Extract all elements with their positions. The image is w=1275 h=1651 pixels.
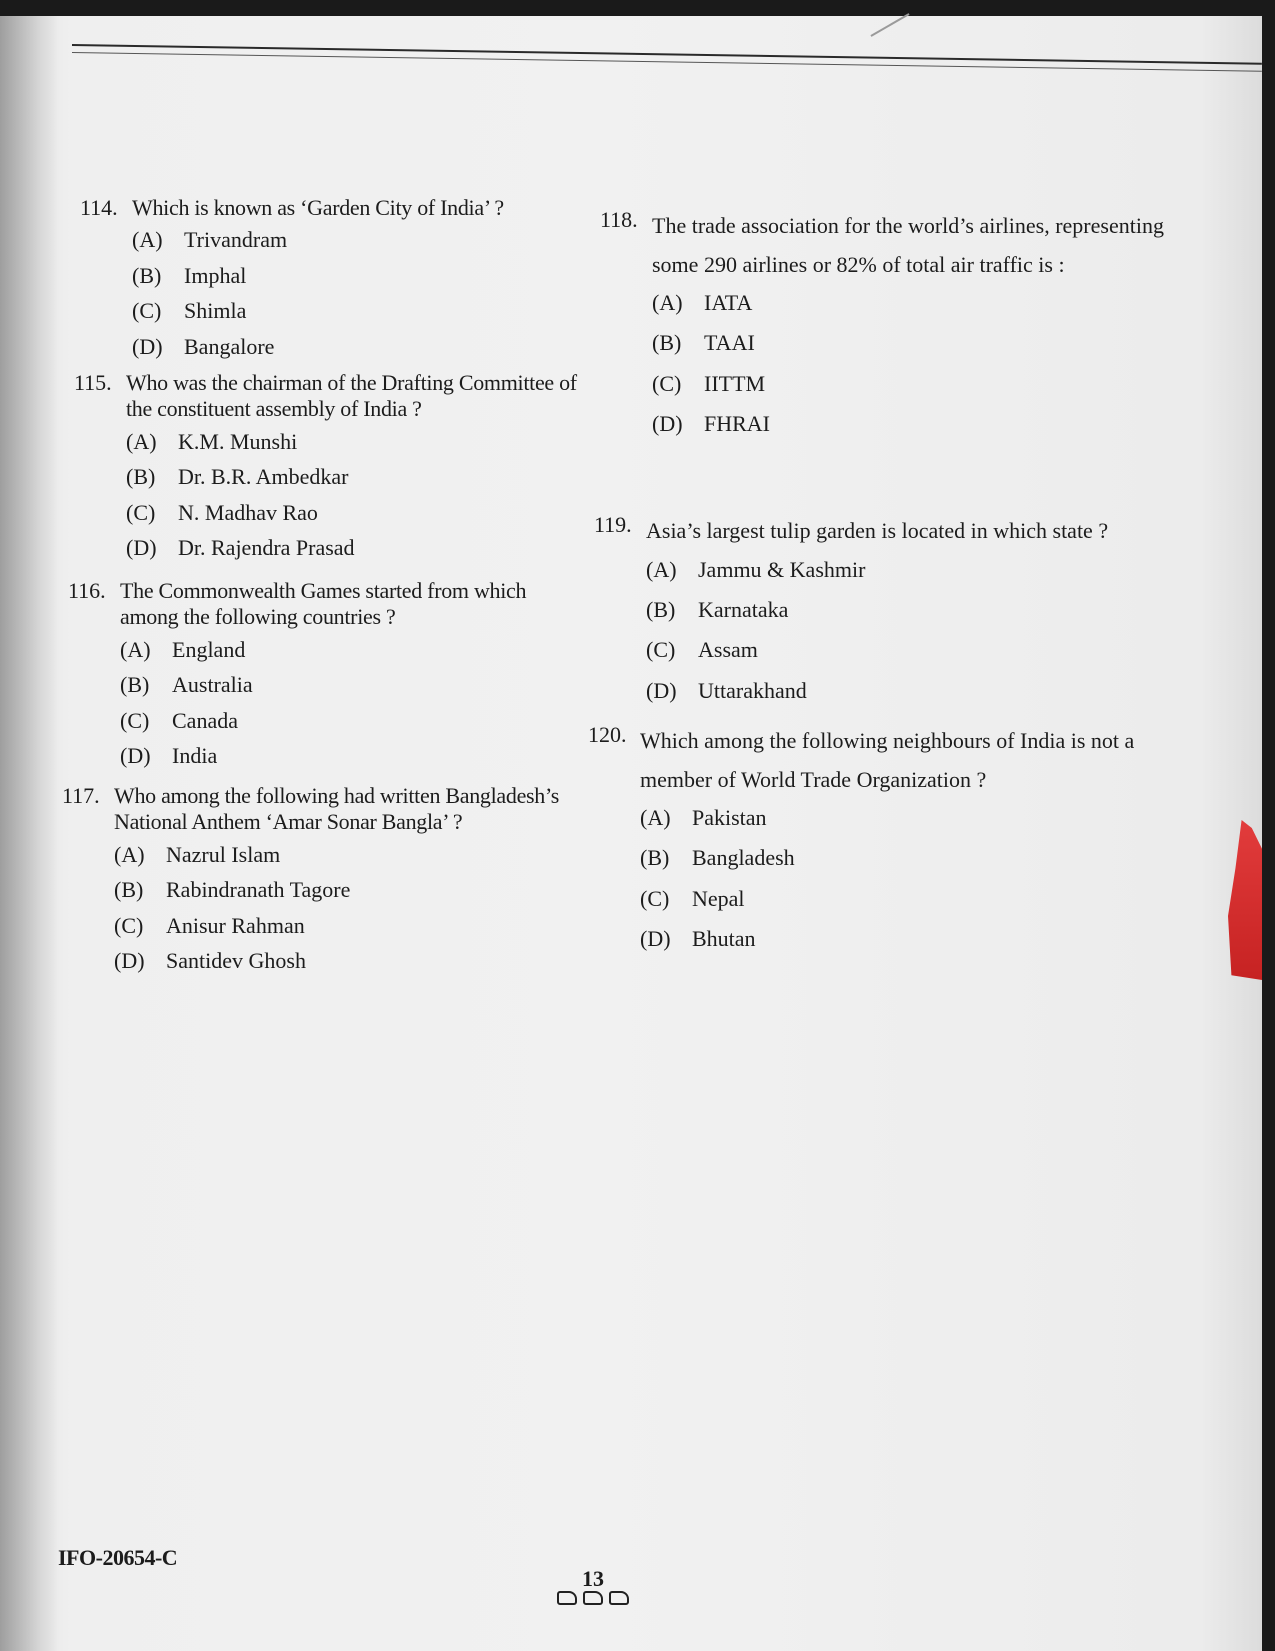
option-text: Bangladesh bbox=[692, 845, 795, 871]
option-text: Rabindranath Tagore bbox=[166, 877, 351, 903]
option-key: (C) bbox=[132, 298, 162, 324]
ornament-glyph bbox=[557, 1591, 577, 1605]
option-key: (C) bbox=[646, 637, 676, 663]
option-text: Pakistan bbox=[692, 805, 767, 830]
option-text: N. Madhav Rao bbox=[178, 499, 318, 525]
option-text: Santidev Ghosh bbox=[166, 947, 306, 973]
page-binding-shadow bbox=[0, 16, 58, 1651]
option-text: England bbox=[172, 636, 246, 662]
question-number: 117. bbox=[62, 783, 100, 808]
option-text: K.M. Munshi bbox=[178, 428, 298, 454]
question-text: Which among the following neighbours of India is not a member of World Trade Organization ? bbox=[640, 728, 1135, 792]
option-c bbox=[640, 886, 1168, 912]
option-key: (D) bbox=[114, 947, 145, 973]
option-key: (B) bbox=[646, 596, 676, 622]
option-b bbox=[120, 672, 588, 698]
question-116 bbox=[68, 578, 588, 778]
option-text: Nazrul Islam bbox=[166, 841, 281, 867]
option-text: IATA bbox=[704, 290, 753, 315]
question-119 bbox=[594, 512, 1169, 718]
option-text: FHRAI bbox=[704, 411, 771, 437]
option-key: (D) bbox=[640, 926, 671, 952]
option-d bbox=[646, 678, 1169, 704]
option-d bbox=[120, 743, 588, 769]
option-key: (A) bbox=[646, 556, 677, 582]
booklet-code: IFO-20654-C bbox=[58, 1545, 178, 1570]
option-key: (D) bbox=[132, 333, 163, 359]
ornament-glyph bbox=[609, 1591, 629, 1605]
option-key: (A) bbox=[132, 227, 163, 253]
option-c bbox=[126, 500, 584, 526]
option-b bbox=[646, 597, 1169, 623]
option-key: (B) bbox=[640, 845, 670, 871]
option-key: (C) bbox=[126, 499, 156, 525]
option-key: (C) bbox=[640, 885, 670, 911]
option-b bbox=[640, 845, 1168, 871]
option-a bbox=[646, 557, 1169, 583]
option-a bbox=[132, 227, 580, 253]
option-b bbox=[126, 464, 584, 490]
question-text: The Commonwealth Games started from which among the following countries ? bbox=[120, 578, 527, 630]
option-key: (B) bbox=[120, 672, 150, 698]
option-text: Anisur Rahman bbox=[166, 912, 305, 938]
option-key: (A) bbox=[114, 841, 145, 867]
question-115 bbox=[74, 370, 584, 570]
option-c bbox=[652, 371, 1170, 397]
option-b bbox=[132, 263, 580, 289]
option-key: (B) bbox=[114, 877, 144, 903]
option-text: Shimla bbox=[184, 298, 247, 324]
option-a bbox=[120, 637, 588, 663]
question-text: Which is known as ‘Garden City of India’ ? bbox=[132, 195, 504, 220]
option-text: TAAI bbox=[704, 330, 755, 356]
option-d bbox=[126, 535, 584, 561]
option-text: Australia bbox=[172, 672, 253, 698]
option-a bbox=[652, 290, 1170, 316]
option-a bbox=[640, 805, 1168, 831]
option-b bbox=[652, 330, 1170, 356]
option-text: Dr. Rajendra Prasad bbox=[178, 534, 355, 560]
option-c bbox=[646, 637, 1169, 663]
option-key: (C) bbox=[120, 707, 150, 733]
question-text: The trade association for the world’s airlines, representing some 290 airlines or 82% of total air traffic is : bbox=[652, 213, 1164, 277]
option-a bbox=[126, 429, 584, 455]
option-key: (B) bbox=[132, 262, 162, 288]
question-number: 115. bbox=[74, 370, 112, 395]
page-ornament bbox=[557, 1591, 629, 1609]
question-text: Asia’s largest tulip garden is located in which state ? bbox=[646, 518, 1109, 543]
option-key: (A) bbox=[640, 805, 671, 830]
question-number: 119. bbox=[594, 512, 632, 537]
option-key: (D) bbox=[120, 742, 151, 768]
option-text: Imphal bbox=[184, 262, 247, 288]
option-b bbox=[114, 877, 587, 903]
question-118 bbox=[600, 207, 1170, 452]
option-key: (A) bbox=[126, 428, 157, 454]
option-key: (A) bbox=[652, 290, 683, 315]
option-d bbox=[114, 948, 587, 974]
option-c bbox=[120, 708, 588, 734]
question-number: 118. bbox=[600, 207, 638, 232]
option-text: Nepal bbox=[692, 885, 745, 911]
option-a bbox=[114, 842, 587, 868]
option-key: (B) bbox=[652, 330, 682, 356]
question-number: 114. bbox=[80, 195, 118, 220]
option-text: Assam bbox=[698, 637, 758, 663]
option-d bbox=[652, 411, 1170, 437]
option-key: (C) bbox=[652, 370, 682, 396]
option-text: Trivandram bbox=[184, 227, 288, 253]
question-text: Who among the following had written Bangladesh’s National Anthem ‘Amar Sonar Bangla’ ? bbox=[114, 783, 560, 835]
option-d bbox=[132, 334, 580, 360]
question-text: Who was the chairman of the Drafting Committee of the constituent assembly of India ? bbox=[126, 370, 577, 422]
option-text: Canada bbox=[172, 707, 238, 733]
option-text: Uttarakhand bbox=[698, 677, 807, 703]
question-number: 116. bbox=[68, 578, 106, 603]
option-key: (B) bbox=[126, 464, 156, 490]
option-key: (D) bbox=[652, 411, 683, 437]
option-text: India bbox=[172, 742, 218, 768]
option-c bbox=[132, 298, 580, 324]
option-key: (D) bbox=[646, 677, 677, 703]
question-120 bbox=[588, 722, 1168, 967]
option-c bbox=[114, 913, 587, 939]
option-text: Bhutan bbox=[692, 926, 756, 952]
option-text: Dr. B.R. Ambedkar bbox=[178, 464, 349, 490]
question-114 bbox=[80, 195, 580, 369]
option-text: IITTM bbox=[704, 370, 766, 396]
question-117 bbox=[62, 783, 587, 983]
option-text: Jammu & Kashmir bbox=[698, 556, 866, 582]
option-d bbox=[640, 926, 1168, 952]
option-text: Karnataka bbox=[698, 596, 789, 622]
question-number: 120. bbox=[588, 722, 627, 747]
option-key: (D) bbox=[126, 534, 157, 560]
option-key: (A) bbox=[120, 636, 151, 662]
option-text: Bangalore bbox=[184, 333, 275, 359]
page-number: 13 bbox=[582, 1566, 604, 1591]
option-key: (C) bbox=[114, 912, 144, 938]
ornament-glyph bbox=[583, 1591, 603, 1605]
